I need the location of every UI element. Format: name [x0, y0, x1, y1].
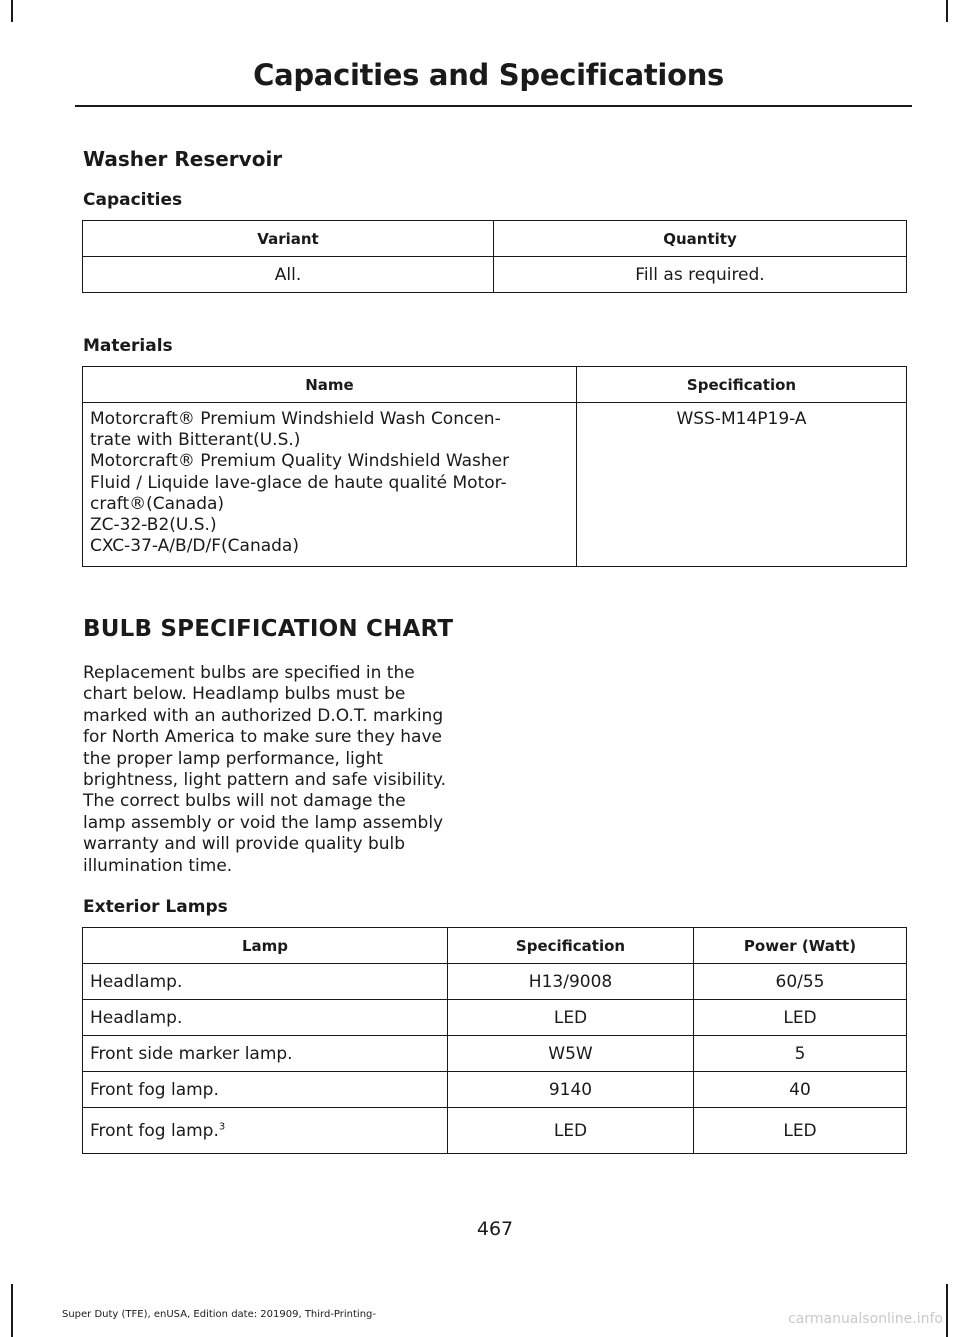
- exterior-lamps-heading: Exterior Lamps: [83, 897, 228, 917]
- footer-edition-text: Super Duty (TFE), enUSA, Edition date: 201909, Third-Printing-: [62, 1309, 377, 1320]
- table-cell: W5W: [448, 1036, 694, 1072]
- column-header: Specification: [577, 367, 907, 403]
- table-cell: 60/55: [694, 964, 907, 1000]
- column-header: Specification: [448, 928, 694, 964]
- column-header: Power (Watt): [694, 928, 907, 964]
- material-name-line: craft®(Canada): [90, 493, 225, 514]
- watermark: carmanualsonline.info: [788, 1311, 943, 1327]
- paragraph-line: lamp assembly or void the lamp assembly: [83, 812, 444, 833]
- table-cell: LED: [448, 1108, 694, 1154]
- table-row: [83, 1108, 907, 1154]
- material-name-line: CXC-37-A/B/D/F(Canada): [90, 536, 299, 557]
- header-rule: [75, 105, 912, 107]
- paragraph-line: illumination time.: [83, 855, 233, 876]
- table-header-row: [83, 928, 907, 964]
- table-cell: Front side marker lamp.: [83, 1036, 448, 1072]
- table-cell: Headlamp.: [83, 964, 448, 1000]
- capacities-table: [82, 220, 907, 293]
- paragraph-line: for North America to make sure they have: [83, 727, 442, 748]
- paragraph-line: marked with an authorized D.O.T. marking: [83, 705, 444, 726]
- table-cell: Fill as required.: [494, 257, 907, 293]
- table-row: [83, 1000, 907, 1036]
- paragraph-line: Replacement bulbs are specified in the: [83, 663, 415, 683]
- page-number: 467: [476, 1218, 514, 1240]
- page-header-title: Capacities and Specifications: [253, 58, 724, 92]
- material-name-line: ZC-32-B2(U.S.): [90, 515, 217, 536]
- crop-mark: [946, 1284, 948, 1337]
- crop-mark: [11, 0, 13, 22]
- table-cell: LED: [448, 1000, 694, 1036]
- table-cell: LED: [694, 1108, 907, 1154]
- paragraph-line: warranty and will provide quality bulb: [83, 834, 406, 855]
- table-row: [83, 403, 907, 567]
- column-header: Variant: [83, 221, 494, 257]
- table-cell: 40: [694, 1072, 907, 1108]
- material-name-line: Motorcraft® Premium Quality Windshield Washer: [90, 451, 510, 472]
- paragraph-line: brightness, light pattern and safe visibility.: [83, 770, 446, 791]
- table-cell: All.: [83, 257, 494, 293]
- material-spec-cell: WSS-M14P19-A: [577, 403, 907, 567]
- paragraph-line: The correct bulbs will not damage the: [83, 791, 406, 812]
- bulb-intro-paragraph: [83, 663, 483, 877]
- footnote-marker: 3: [218, 1120, 226, 1132]
- material-name-cell: [83, 403, 577, 567]
- material-name-line: Fluid / Liquide lave-glace de haute qualité Motor-: [90, 472, 507, 493]
- table-row: [83, 1036, 907, 1072]
- table-cell: LED: [694, 1000, 907, 1036]
- table-cell: [83, 1108, 448, 1154]
- table-cell: Headlamp.: [83, 1000, 448, 1036]
- table-header-row: [83, 367, 907, 403]
- table-header-row: [83, 221, 907, 257]
- paragraph-line: the proper lamp performance, light: [83, 748, 384, 769]
- table-cell: H13/9008: [448, 964, 694, 1000]
- column-header: Name: [83, 367, 577, 403]
- bulb-chart-heading: BULB SPECIFICATION CHART: [83, 616, 454, 642]
- table-cell: 5: [694, 1036, 907, 1072]
- table-row: [83, 257, 907, 293]
- materials-heading: Materials: [83, 336, 173, 356]
- washer-reservoir-heading: Washer Reservoir: [83, 147, 283, 171]
- paragraph-line: chart below. Headlamp bulbs must be: [83, 684, 406, 705]
- materials-table: [82, 366, 907, 567]
- column-header: Quantity: [494, 221, 907, 257]
- table-cell: Front fog lamp.: [83, 1072, 448, 1108]
- crop-mark: [946, 0, 948, 22]
- capacities-heading: Capacities: [83, 190, 183, 210]
- crop-mark: [11, 1284, 13, 1337]
- table-cell: 9140: [448, 1072, 694, 1108]
- column-header: Lamp: [83, 928, 448, 964]
- table-row: [83, 964, 907, 1000]
- material-name-line: trate with Bitterant(U.S.): [90, 430, 301, 451]
- material-name-line: Motorcraft® Premium Windshield Wash Concen-: [90, 409, 501, 429]
- lamp-name: Front fog lamp.: [90, 1120, 219, 1141]
- exterior-lamps-table: [82, 927, 907, 1154]
- table-row: [83, 1072, 907, 1108]
